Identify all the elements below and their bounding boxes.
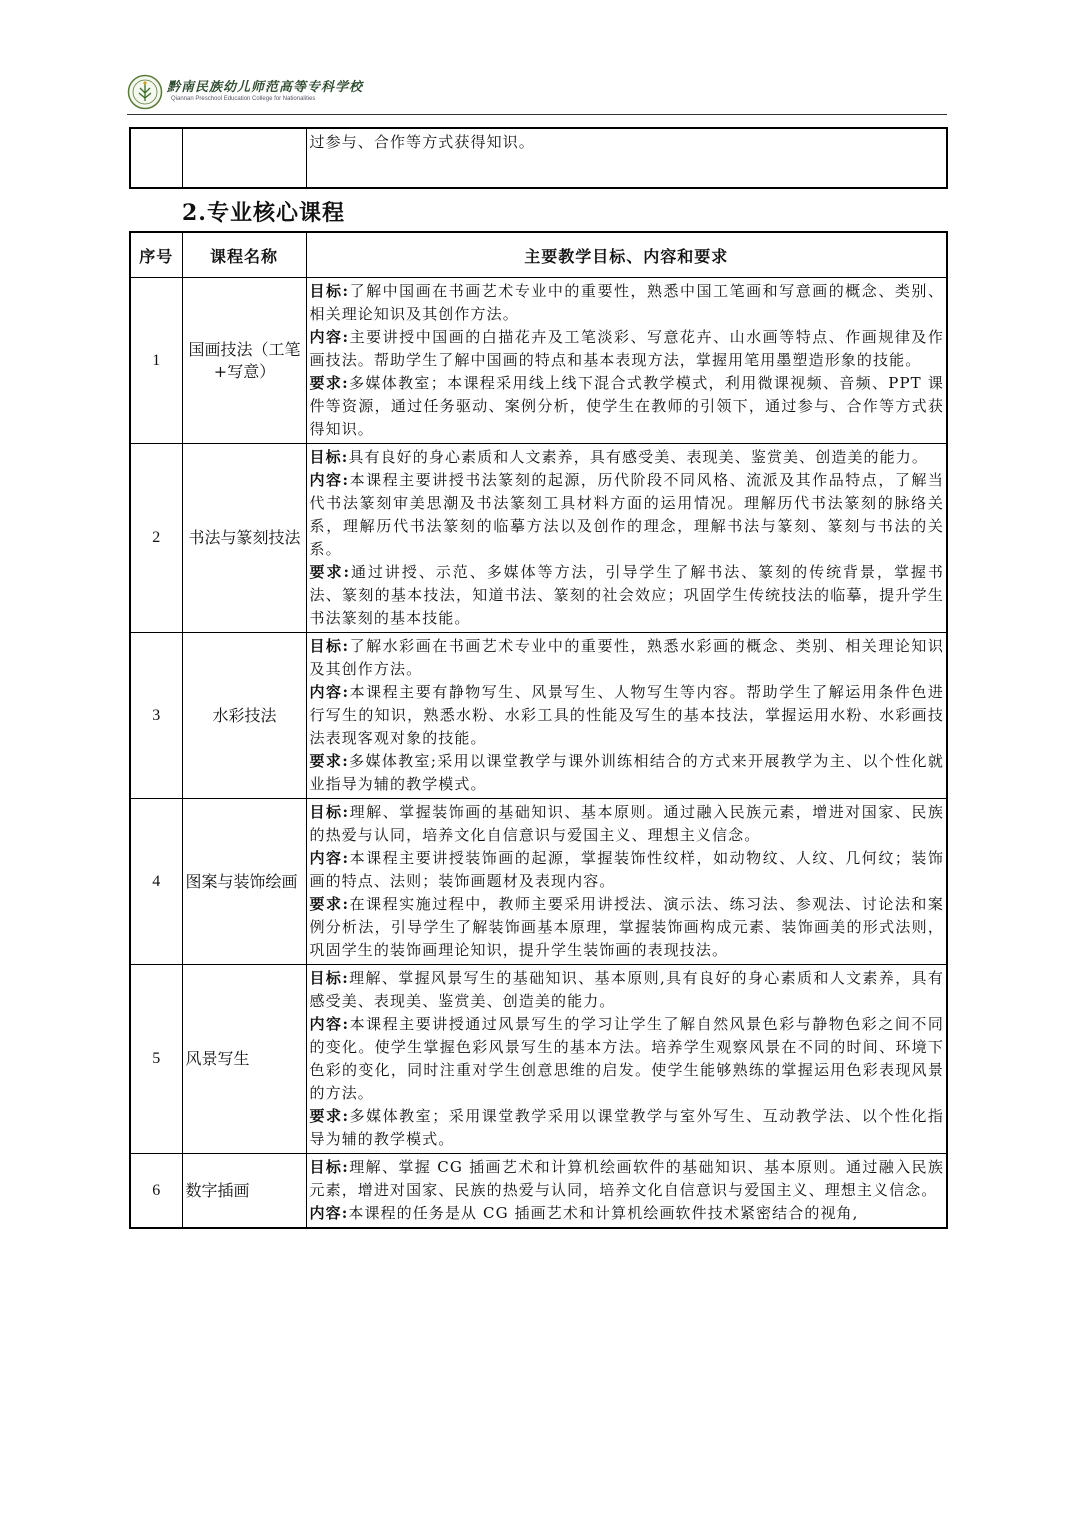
row-course-name: 书法与篆刻技法 bbox=[182, 444, 306, 633]
row-course-name: 数字插画 bbox=[182, 1154, 306, 1229]
content-label: 内容: bbox=[309, 683, 350, 701]
goal-text: 理解、掌握风景写生的基础知识、基本原则,具有良好的身心素质和人文素养，具有感受美、表现美、鉴赏美、创造美的能力。 bbox=[309, 969, 944, 1010]
row-desc bbox=[306, 799, 947, 965]
content-text: 本课程主要讲授书法篆刻的起源，历代阶段不同风格、流派及其作品特点，了解当代书法篆刻审美思潮及书法篆刻工具材料方面的运用情况。理解历代书法篆刻的脉络关系，理解历代书法篆刻的临摹方法以及创作的理念，理解书法与篆刻、篆刻与书法的关系。 bbox=[309, 471, 944, 558]
table-row bbox=[130, 278, 947, 444]
content-text: 本课程的任务是从 CG 插画艺术和计算机绘画软件技术紧密结合的视角, bbox=[348, 1204, 859, 1222]
continued-table bbox=[129, 127, 948, 189]
row-no: 3 bbox=[130, 633, 182, 799]
cell-no bbox=[130, 128, 182, 188]
table-row bbox=[130, 965, 947, 1154]
req-text: 多媒体教室；采用课堂教学采用以课堂教学与室外写生、互动教学法、以个性化指导为辅的教学模式。 bbox=[309, 1107, 944, 1148]
row-course-name: 风景写生 bbox=[182, 965, 306, 1154]
goal-text: 了解中国画在书画艺术专业中的重要性，熟悉中国工笔画和写意画的概念、类别、相关理论知识及其创作方法。 bbox=[309, 282, 944, 323]
page-header bbox=[127, 72, 947, 116]
table-row bbox=[130, 444, 947, 633]
goal-text: 了解水彩画在书画艺术专业中的重要性，熟悉水彩画的概念、类别、相关理论知识及其创作方法。 bbox=[309, 637, 944, 678]
table-header-row bbox=[130, 232, 947, 278]
row-course-name: 图案与装饰绘画 bbox=[182, 799, 306, 965]
goal-label: 目标: bbox=[309, 448, 349, 466]
goal-text: 理解、掌握 CG 插画艺术和计算机绘画软件的基础知识、基本原则。通过融入民族元素，增进对国家、民族的热爱与认同，培养文化自信意识与爱国主义、理想主义信念。 bbox=[309, 1158, 944, 1199]
header-goals: 主要教学目标、内容和要求 bbox=[306, 232, 947, 278]
row-desc bbox=[306, 278, 947, 444]
row-desc bbox=[306, 965, 947, 1154]
table-row bbox=[130, 633, 947, 799]
row-no: 5 bbox=[130, 965, 182, 1154]
goal-text: 具有良好的身心素质和人文素养，具有感受美、表现美、鉴赏美、创造美的能力。 bbox=[348, 448, 928, 466]
row-course-name: 水彩技法 bbox=[182, 633, 306, 799]
content-text: 本课程主要讲授装饰画的起源，掌握装饰性纹样，如动物纹、人纹、几何纹；装饰画的特点、法则；装饰画题材及表现内容。 bbox=[309, 849, 944, 890]
row-course-name: 国画技法（工笔+写意） bbox=[182, 278, 306, 444]
req-label: 要求: bbox=[309, 752, 349, 770]
row-no: 1 bbox=[130, 278, 182, 444]
req-text: 多媒体教室;采用以课堂教学与课外训练相结合的方式来开展教学为主、以个性化就业指导为辅的教学模式。 bbox=[309, 752, 944, 793]
content-label: 内容: bbox=[309, 849, 350, 867]
content-label: 内容: bbox=[309, 1204, 349, 1222]
content-label: 内容: bbox=[309, 471, 350, 489]
row-desc bbox=[306, 444, 947, 633]
header-course-name: 课程名称 bbox=[182, 232, 306, 278]
continued-desc-text: 过参与、合作等方式获得知识。 bbox=[309, 133, 535, 151]
section-title: 2.专业核心课程 bbox=[182, 200, 345, 226]
goal-label: 目标: bbox=[309, 1158, 349, 1176]
req-label: 要求: bbox=[309, 563, 351, 581]
req-text: 在课程实施过程中，教师主要采用讲授法、演示法、练习法、参观法、讨论法和案例分析法，引导学生了解装饰画基本原理，掌握装饰画构成元素、装饰画美的形式法则，巩固学生的装饰画理论知识，提升学生装饰画的表现技法。 bbox=[309, 895, 944, 959]
row-no: 4 bbox=[130, 799, 182, 965]
header-no: 序号 bbox=[130, 232, 182, 278]
req-text: 多媒体教室；本课程采用线上线下混合式教学模式，利用微课视频、音频、PPT 课件等资源，通过任务驱动、案例分析，使学生在教师的引领下，通过参与、合作等方式获得知识。 bbox=[309, 374, 944, 438]
header-divider bbox=[127, 114, 947, 115]
goal-text: 理解、掌握装饰画的基础知识、基本原则。通过融入民族元素，增进对国家、民族的热爱与认同，培养文化自信意识与爱国主义、理想主义信念。 bbox=[309, 803, 944, 844]
school-name-en: Qiannan Preschool Education College for Nationalities bbox=[171, 96, 316, 102]
goal-label: 目标: bbox=[309, 637, 350, 655]
req-label: 要求: bbox=[309, 895, 350, 913]
school-logo-icon bbox=[127, 74, 163, 110]
content-text: 主要讲授中国画的白描花卉及工笔淡彩、写意花卉、山水画等特点、作画规律及作画技法。帮助学生了解中国画的特点和基本表现方法，掌握用笔用墨塑造形象的技能。 bbox=[309, 328, 944, 369]
row-no: 6 bbox=[130, 1154, 182, 1229]
goal-label: 目标: bbox=[309, 803, 350, 821]
content-label: 内容: bbox=[309, 1015, 350, 1033]
table-row bbox=[130, 1154, 947, 1229]
row-no: 2 bbox=[130, 444, 182, 633]
content-text: 本课程主要讲授通过风景写生的学习让学生了解自然风景色彩与静物色彩之间不同的变化。使学生掌握色彩风景写生的基本方法。培养学生观察风景在不同的时间、环境下色彩的变化，同时注重对学生创意思维的启发。使学生能够熟练的掌握运用色彩表现风景的方法。 bbox=[309, 1015, 944, 1102]
row-desc bbox=[306, 1154, 947, 1229]
table-row bbox=[130, 799, 947, 965]
content-text: 本课程主要有静物写生、风景写生、人物写生等内容。帮助学生了解运用条件色进行写生的知识，熟悉水粉、水彩工具的性能及写生的基本技法，掌握运用水粉、水彩画技法表现客观对象的技能。 bbox=[309, 683, 944, 747]
goal-label: 目标: bbox=[309, 969, 349, 987]
table-row bbox=[130, 128, 947, 188]
school-name-cn: 黔南民族幼儿师范高等专科学校 bbox=[167, 80, 364, 95]
req-text: 通过讲授、示范、多媒体等方法，引导学生了解书法、篆刻的传统背景，掌握书法、篆刻的基本技法，知道书法、篆刻的社会效应；巩固学生传统技法的临摹，提升学生书法篆刻的基本技能。 bbox=[309, 563, 944, 627]
row-desc bbox=[306, 633, 947, 799]
goal-label: 目标: bbox=[309, 282, 350, 300]
cell-name bbox=[182, 128, 306, 188]
req-label: 要求: bbox=[309, 1107, 350, 1125]
core-courses-table bbox=[129, 231, 948, 1229]
cell-desc bbox=[306, 128, 947, 188]
req-label: 要求: bbox=[309, 374, 349, 392]
content-label: 内容: bbox=[309, 328, 350, 346]
